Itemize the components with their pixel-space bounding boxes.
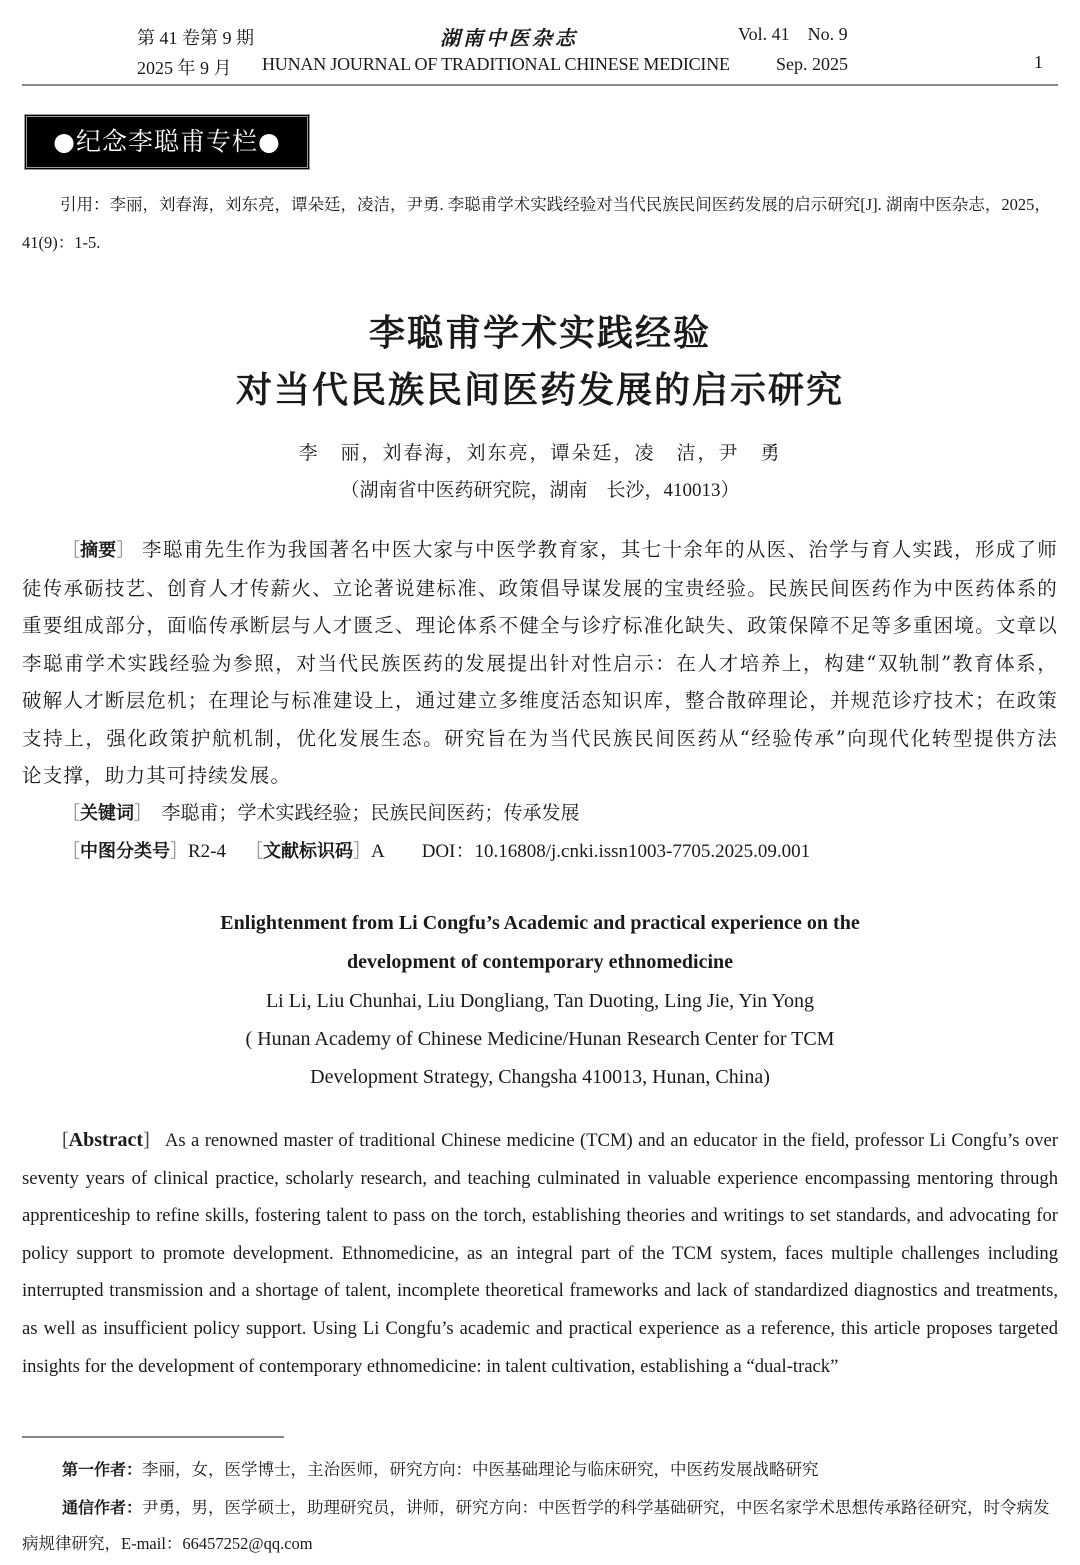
corresponding-label: 通信作者：: [62, 1498, 143, 1517]
doi: DOI：10.16808/j.cnki.issn1003-7705.2025.09.001: [421, 841, 811, 862]
column-label-box: [24, 114, 310, 170]
journal-name-en: HUNAN JOURNAL OF TRADITIONAL CHINESE MEDICINE: [262, 54, 730, 74]
corresponding-text: 尹勇，男，医学硕士，助理研究员，讲师，研究方向：中医哲学的科学基础研究，中医名家学术思想传承路径研究，时令病发病规律研究，E-mail：66457252@qq.com: [22, 1498, 1050, 1553]
footnote-first-author: [22, 1452, 1058, 1488]
abstract-en-label: [Abstract]: [62, 1129, 150, 1151]
title-cn-line2: 对当代民族民间医药发展的启示研究: [235, 370, 844, 411]
column-label: ●纪念李聪甫专栏●: [53, 127, 281, 156]
citation: 引用：李丽，刘春海，刘东亮，谭朵廷，凌洁，尹勇. 李聪甫学术实践经验对当代民族民间医药发展的启示研究[J]. 湖南中医杂志，2025，41(9)：1-5.: [22, 195, 1051, 252]
abstract-en-text: As a renowned master of traditional Chinese medicine (TCM) and an educator in the field, professor Li Congfu’s over seventy years of clinical practice, scholarly research, and teaching culminated in valuable experience encompassing mentoring through apprenticeship to refine skills, fostering talent to pass on the torch, establishing theories and writings to set standards, and advocating for policy support to promote development. Ethnomedicine, as an integral part of the TCM system, faces multiple challenges including interrupted transmission and a shortage of talent, incomplete theoretical frameworks and lack of standardized diagnostics and treatments, as well as insufficient policy support. Using Li Congfu’s academic and practical experience as a reference, this article proposes targeted insights for the development of contemporary ethnomedicine: in talent cultivation, establishing a “dual-track”: [22, 1130, 1058, 1377]
abstract-cn: [22, 531, 1058, 795]
volume-issue-en: Vol. 41 No. 9: [738, 24, 848, 44]
keywords-cn: [62, 798, 580, 825]
abstract-en: [22, 1122, 1058, 1385]
title-cn-line1: 李聪甫学术实践经验: [368, 313, 711, 354]
footnote-divider: [22, 1436, 284, 1438]
affiliation-en-line1: ( Hunan Academy of Chinese Medicine/Hunan Research Center for TCM: [245, 1028, 835, 1050]
date-en: Sep. 2025: [776, 54, 848, 74]
title-en-line2: development of contemporary ethnomedicine: [346, 951, 734, 973]
journal-logo-cn: 湖南中医杂志: [440, 26, 578, 50]
authors-en: Li Li, Liu Chunhai, Liu Dongliang, Tan Duoting, Ling Jie, Yin Yong: [265, 990, 815, 1012]
affiliation-cn: （湖南省中医药研究院，湖南 长沙，410013）: [340, 480, 740, 501]
authors-cn: 李 丽，刘春海，刘东亮，谭朵廷，凌 洁，尹 勇: [298, 442, 782, 464]
date-cn: 2025 年 9 月: [137, 58, 232, 78]
classification-line: [62, 836, 810, 863]
doc-code-value: A: [371, 841, 384, 862]
abstract-cn-text: 李聪甫先生作为我国著名中医大家与中医学教育家，其七十余年的从医、治学与育人实践，形成了师徒传承砺技艺、创育人才传薪火、立论著说建标准、政策倡导谋发展的宝贵经验。民族民间医药作为中医药体系的重要组成部分，面临传承断层与人才匮乏、理论体系不健全与诊疗标准化缺失、政策保障不足等多重困境。文章以李聪甫学术实践经验为参照，对当代民族医药的发展提出针对性启示：在人才培养上，构建“双轨制”教育体系，破解人才断层危机；在理论与标准建设上，通过建立多维度活态知识库，整合散碎理论，并规范诊疗技术；在政策支持上，强化政策护航机制，优化发展生态。研究旨在为当代民族民间医药从“经验传承”向现代化转型提供方法论支撑，助力其可持续发展。: [22, 538, 1059, 787]
page-number: 1: [1034, 52, 1043, 72]
journal-header: [0, 0, 1080, 90]
header-divider: [22, 84, 1058, 86]
abstract-cn-label: ［摘要］: [62, 540, 135, 561]
keywords-label: ［关键词］: [62, 803, 152, 824]
first-author-text: 李丽，女，医学博士，主治医师，研究方向：中医基础理论与临床研究，中医药发展战略研究: [142, 1460, 819, 1479]
clc-value: R2-4: [188, 841, 226, 862]
first-author-label: 第一作者：: [62, 1460, 143, 1479]
doc-code-label: ［文献标识码］: [245, 841, 371, 862]
affiliation-en-line2: Development Strategy, Changsha 410013, Hunan, China): [310, 1066, 770, 1088]
footnote-corresponding-author: [22, 1490, 1058, 1562]
title-en-line1: Enlightenment from Li Congfu’s Academic and practical experience on the: [220, 912, 860, 934]
clc-label: ［中图分类号］: [62, 841, 188, 862]
keywords-text: 李聪甫；学术实践经验；民族民间医药；传承发展: [161, 803, 580, 824]
volume-issue-cn: 第 41 卷第 9 期: [137, 28, 254, 48]
